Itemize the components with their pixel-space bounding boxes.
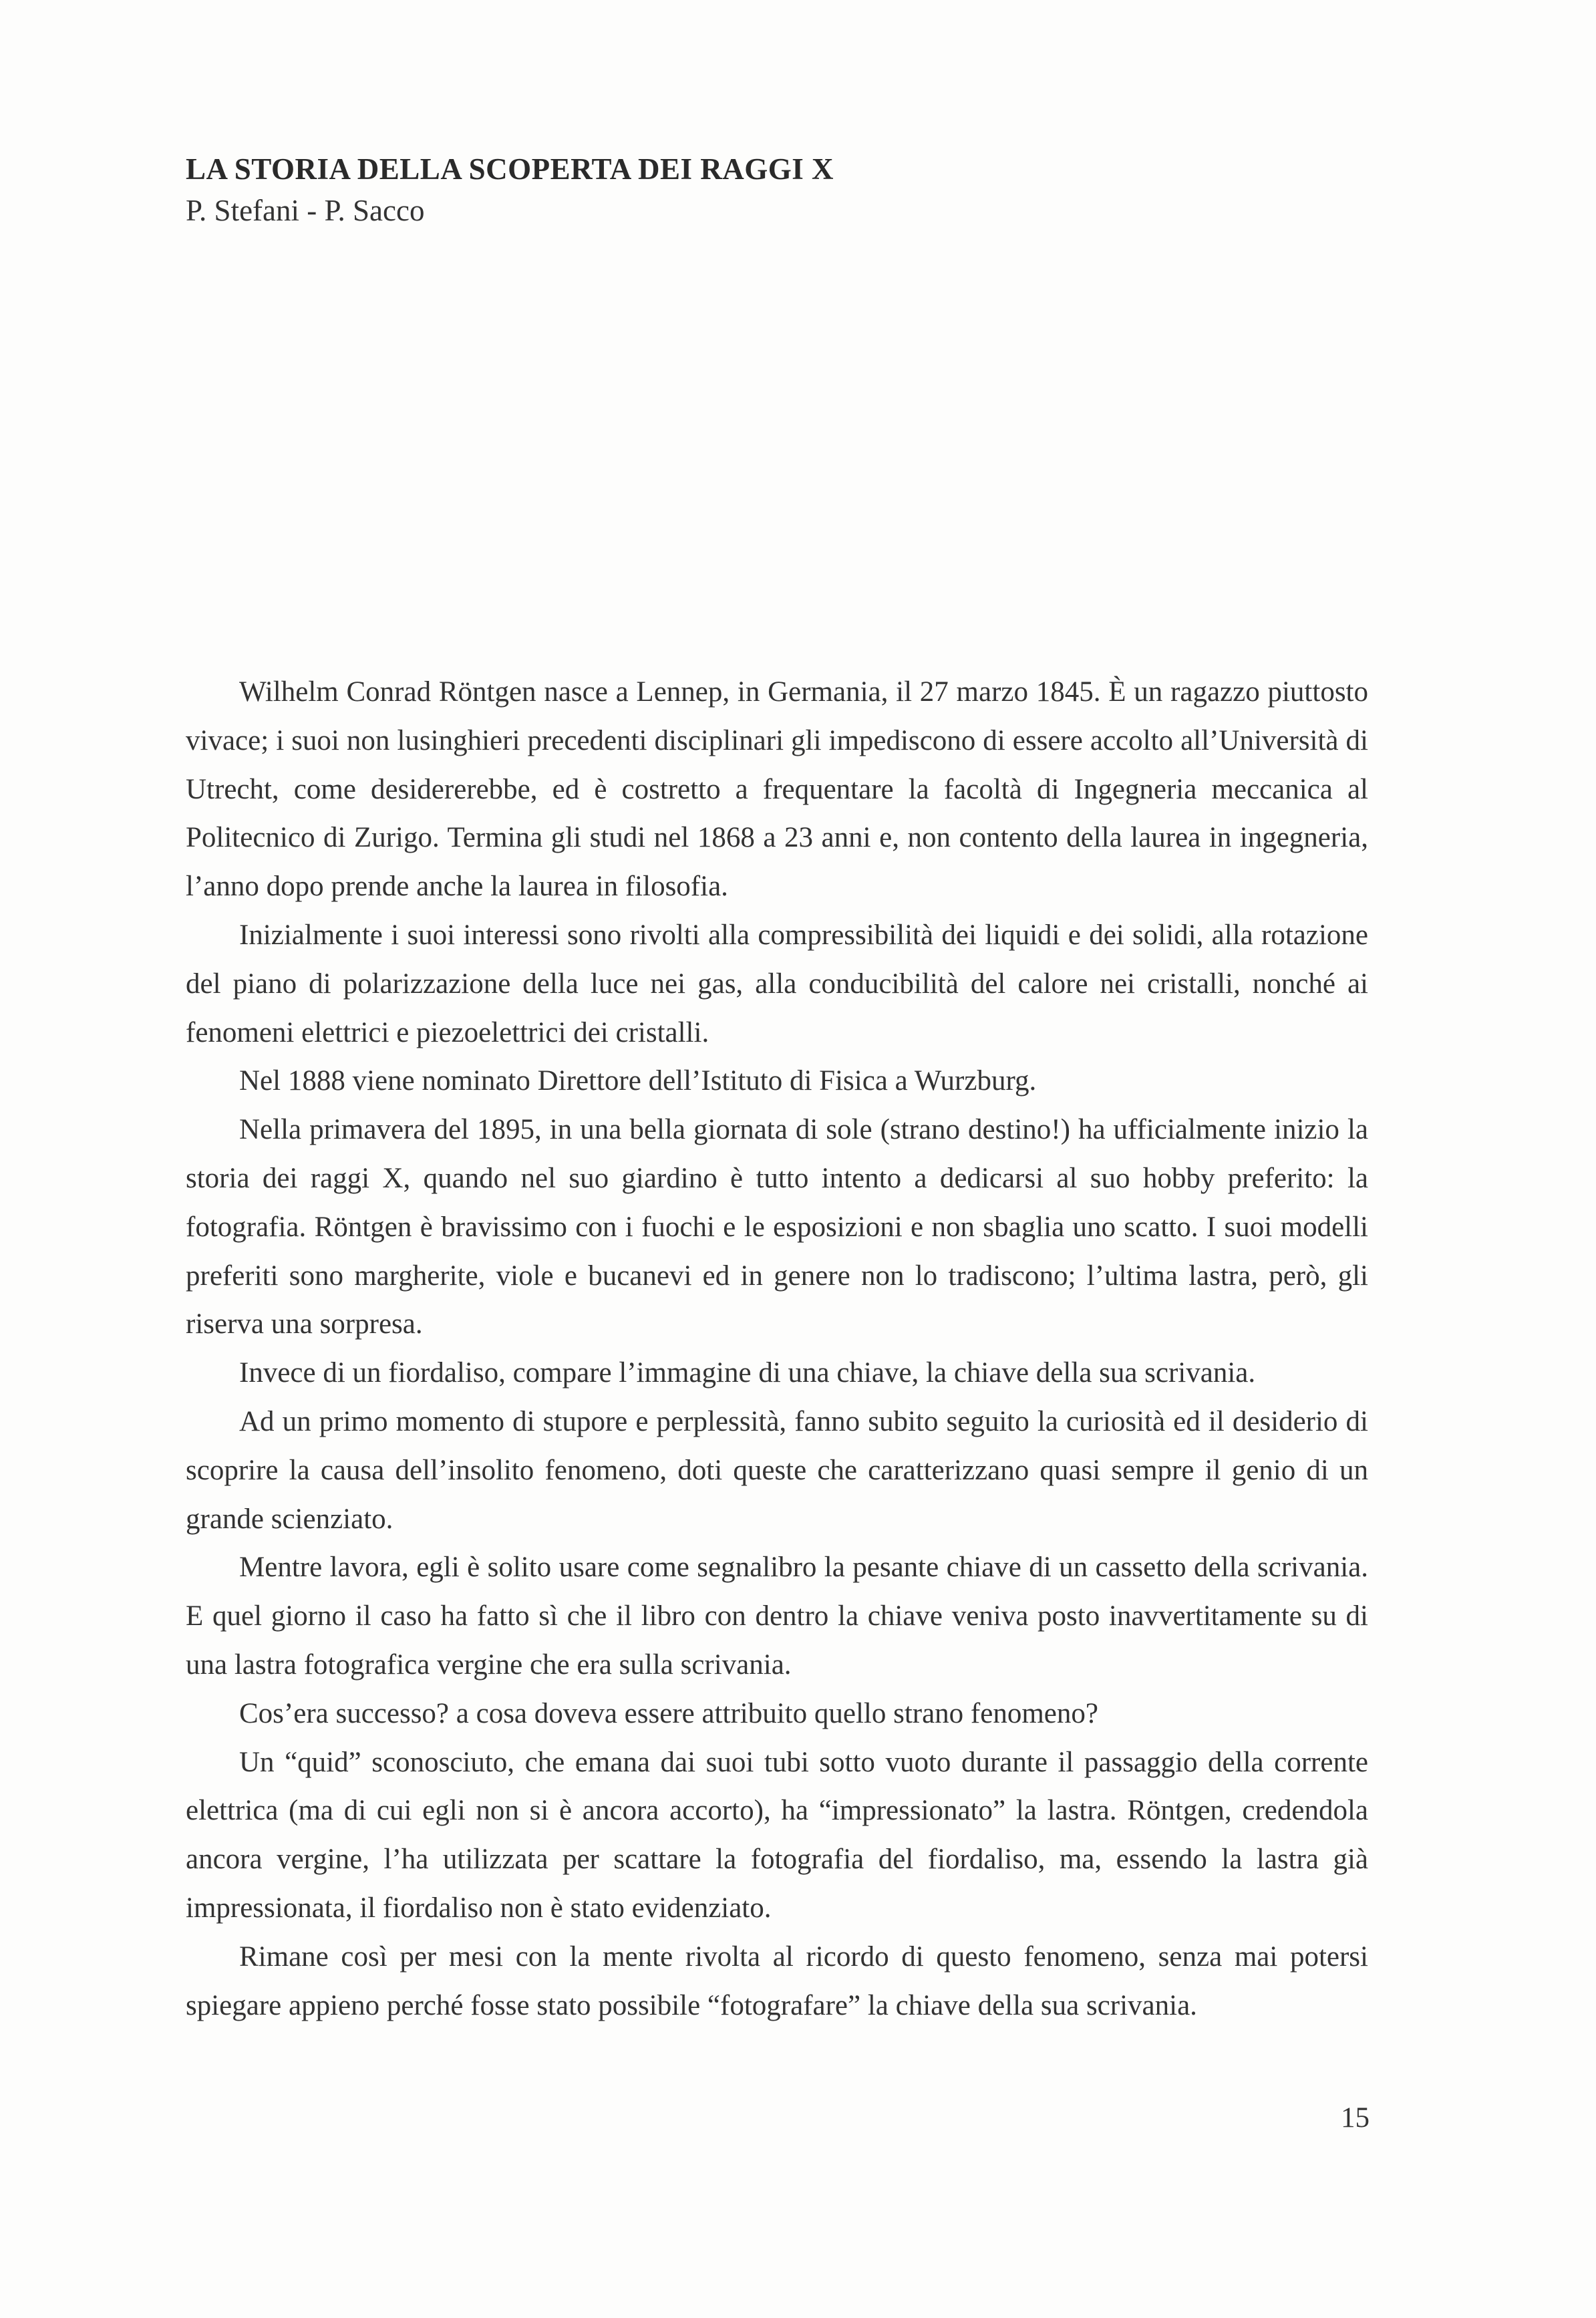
- paragraph: Mentre lavora, egli è solito usare come segnalibro la pesante chiave di un cassetto della scrivania. E quel giorno il caso ha fatto sì che il libro con dentro la chiave veniva posto inavvertitamente su di una lastra fotografica vergine che era sulla scrivania.: [186, 1552, 1368, 1681]
- article-title: LA STORIA DELLA SCOPERTA DEI RAGGI X: [186, 152, 834, 186]
- paragraph: Cos’era successo? a cosa doveva essere attribuito quello strano fenomeno?: [239, 1697, 1098, 1729]
- page-number: 15: [1341, 2102, 1370, 2134]
- article-body: [186, 668, 1368, 2030]
- article-header: [186, 148, 1388, 231]
- paragraph: Nel 1888 viene nominato Direttore dell’Istituto di Fisica a Wurzburg.: [239, 1065, 1037, 1097]
- paragraph: Ad un primo momento di stupore e perplessità, fanno subito seguito la curiosità ed il desiderio di scoprire la causa dell’insolito fenomeno, doti queste che caratterizzano quasi sempre il genio di un grande scienziato.: [186, 1405, 1368, 1535]
- paragraph: Rimane così per mesi con la mente rivolta al ricordo di questo fenomeno, senza mai potersi spiegare appieno perché fosse stato possibile “fotografare” la chiave della sua scrivania.: [186, 1940, 1368, 2021]
- paragraph: Un “quid” sconosciuto, che emana dai suoi tubi sotto vuoto durante il passaggio della corrente elettrica (ma di cui egli non si è ancora accorto), ha “impressionato” la lastra. Röntgen, credendola ancora vergine, l’ha utilizzata per scattare la fotografia del fiordaliso, ma, essendo la lastra già impressionata, il fiordaliso non è stato evidenziato.: [186, 1746, 1368, 1924]
- paragraph: Inizialmente i suoi interessi sono rivolti alla compressibilità dei liquidi e dei solidi, alla rotazione del piano di polarizzazione della luce nei gas, alla conducibilità del calore nei cristalli, nonché ai fenomeni elettrici e piezoelettrici dei cristalli.: [186, 919, 1368, 1048]
- paragraph: Invece di un fiordaliso, compare l’immagine di una chiave, la chiave della sua scrivania.: [239, 1357, 1256, 1389]
- paragraph: Nella primavera del 1895, in una bella giornata di sole (strano destino!) ha ufficialmente inizio la storia dei raggi X, quando nel suo giardino è tutto intento a dedicarsi al suo hobby preferito: la fotografia. Röntgen è bravissimo con i fuochi e le esposizioni e non sbaglia uno scatto. I suoi modelli preferiti sono margherite, viole e bucanevi ed in genere non lo tradiscono; l’ultima lastra, però, gli riserva una sorpresa.: [186, 1114, 1368, 1340]
- article-authors: P. Stefani - P. Sacco: [186, 194, 425, 227]
- paragraph: Wilhelm Conrad Röntgen nasce a Lennep, in Germania, il 27 marzo 1845. È un ragazzo piuttosto vivace; i suoi non lusinghieri precedenti disciplinari gli impediscono di essere accolto all’Università di Utrecht, come desidererebbe, ed è costretto a frequentare la facoltà di Ingegneria meccanica al Politecnico di Zurigo. Termina gli studi nel 1868 a 23 anni e, non contento della laurea in ingegneria, l’anno dopo prende anche la laurea in filosofia.: [186, 676, 1368, 903]
